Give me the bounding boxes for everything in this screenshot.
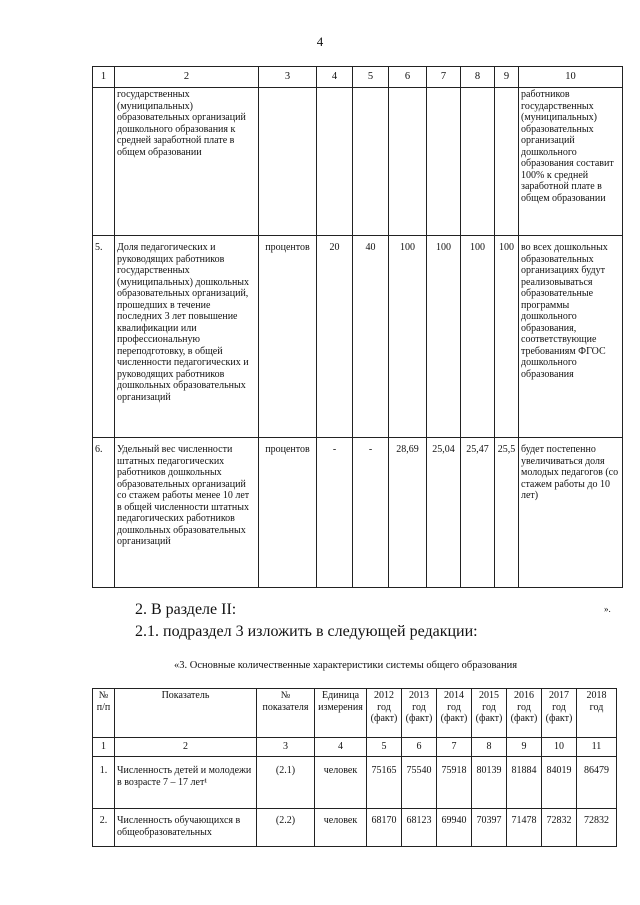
indicator-code: (2.2) (257, 809, 315, 847)
value-cell: 68123 (402, 809, 437, 847)
row-number: 2. (93, 809, 115, 847)
value-cell: 84019 (542, 757, 577, 809)
header-year: 2013 год (факт) (402, 689, 437, 738)
header-cell: 4 (317, 67, 353, 88)
value-cell: 25,47 (461, 438, 495, 588)
row-number: 1. (93, 757, 115, 809)
value-cell: 100 (461, 236, 495, 438)
value-cell: 72832 (542, 809, 577, 847)
value-cell: 72832 (577, 809, 617, 847)
table-header-row (93, 689, 617, 738)
header-year: 2015 год (факт) (472, 689, 507, 738)
unit-cell: процентов (259, 236, 317, 438)
value-cell: 69940 (437, 809, 472, 847)
header-cell: 6 (389, 67, 427, 88)
header-cell: 8 (461, 67, 495, 88)
value-cell (427, 88, 461, 236)
header-year: 2012 год (факт) (367, 689, 402, 738)
value-cell (461, 88, 495, 236)
header-year: 2016 год (факт) (507, 689, 542, 738)
unit-cell: процентов (259, 438, 317, 588)
value-cell (353, 88, 389, 236)
table-row (93, 438, 623, 588)
page-number: 4 (316, 34, 324, 49)
header-cell: 9 (495, 67, 519, 88)
value-cell: 80139 (472, 757, 507, 809)
table-row (93, 757, 617, 809)
table-row (93, 236, 623, 438)
table-row (93, 88, 623, 236)
header-cell: 2 (115, 67, 259, 88)
index-cell: 10 (542, 738, 577, 757)
indicator-name: Доля педагогических и руководящих работников государственных (муниципальных) дошкольных образовательных организаций, прошедших в течение последних 3 лет повышение квалификации или профессиональную переподготовку, в общей численности педагогических и руководящих работников дошкольных образовательных организаций (115, 236, 259, 438)
value-cell: - (317, 438, 353, 588)
index-cell: 6 (402, 738, 437, 757)
header-num: № п/п (93, 689, 115, 738)
table-row (93, 809, 617, 847)
value-cell (495, 88, 519, 236)
table-caption: «3. Основные количественные характеристики системы общего образования (174, 660, 518, 671)
header-indicator: Показатель (115, 689, 257, 738)
value-cell: 86479 (577, 757, 617, 809)
row-number: 6. (93, 438, 115, 588)
row-number (93, 88, 115, 236)
indicator-name: Численность обучающихся в общеобразовательных (115, 809, 257, 847)
note-cell: во всех дошкольных образовательных организациях будут реализовываться образовательные программы дошкольного образования, соответствующие требованиям ФГОС дошкольного образования (519, 236, 623, 438)
value-cell: 25,5 (495, 438, 519, 588)
header-cell: 5 (353, 67, 389, 88)
value-cell: 68170 (367, 809, 402, 847)
value-cell: - (353, 438, 389, 588)
value-cell: 100 (389, 236, 427, 438)
index-cell: 5 (367, 738, 402, 757)
value-cell (389, 88, 427, 236)
value-cell: 25,04 (427, 438, 461, 588)
header-year: 2014 год (факт) (437, 689, 472, 738)
value-cell: 40 (353, 236, 389, 438)
header-cell: 3 (259, 67, 317, 88)
value-cell: 75165 (367, 757, 402, 809)
value-cell: 100 (427, 236, 461, 438)
index-cell: 1 (93, 738, 115, 757)
value-cell: 28,69 (389, 438, 427, 588)
index-cell: 4 (315, 738, 367, 757)
header-year: 2017 год (факт) (542, 689, 577, 738)
index-cell: 3 (257, 738, 315, 757)
table-header-row (93, 67, 623, 88)
indicator-name: Численность детей и молодежи в возрасте 7 – 17 лет¹ (115, 757, 257, 809)
value-cell (317, 88, 353, 236)
general-education-table (92, 688, 617, 847)
indicator-name: государственных (муниципальных) образовательных организаций дошкольного образования к средней заработной плате в общем образовании (115, 88, 259, 236)
value-cell: 20 (317, 236, 353, 438)
value-cell: 75540 (402, 757, 437, 809)
index-cell: 2 (115, 738, 257, 757)
value-cell: 100 (495, 236, 519, 438)
note-cell: работников государственных (муниципальных) образовательных организаций дошкольного образования составит 100% к средней заработной плате в общем образовании (519, 88, 623, 236)
header-code: № показателя (257, 689, 315, 738)
header-year: 2018 год (577, 689, 617, 738)
header-cell: 10 (519, 67, 623, 88)
value-cell: 75918 (437, 757, 472, 809)
closing-quote-mark: ». (604, 604, 611, 614)
header-unit: Единица измерения (315, 689, 367, 738)
row-number: 5. (93, 236, 115, 438)
unit-cell: человек (315, 809, 367, 847)
indicators-table-continued (92, 66, 623, 588)
indicator-name: Удельный вес численности штатных педагогических работников дошкольных образовательных организаций со стажем работы менее 10 лет в общей численности штатных педагогических работников дошкольных образовательных организаций (115, 438, 259, 588)
header-cell: 1 (93, 67, 115, 88)
unit-cell (259, 88, 317, 236)
header-cell: 7 (427, 67, 461, 88)
indicator-code: (2.1) (257, 757, 315, 809)
index-cell: 8 (472, 738, 507, 757)
note-cell: будет постепенно увеличиваться доля молодых педагогов (со стажем работы до 10 лет) (519, 438, 623, 588)
value-cell: 81884 (507, 757, 542, 809)
column-index-row (93, 738, 617, 757)
subsection-heading: 2.1. подраздел 3 изложить в следующей редакции: (135, 623, 478, 640)
index-cell: 9 (507, 738, 542, 757)
index-cell: 7 (437, 738, 472, 757)
unit-cell: человек (315, 757, 367, 809)
index-cell: 11 (577, 738, 617, 757)
value-cell: 70397 (472, 809, 507, 847)
section-heading: 2. В разделе II: (135, 601, 237, 618)
value-cell: 71478 (507, 809, 542, 847)
